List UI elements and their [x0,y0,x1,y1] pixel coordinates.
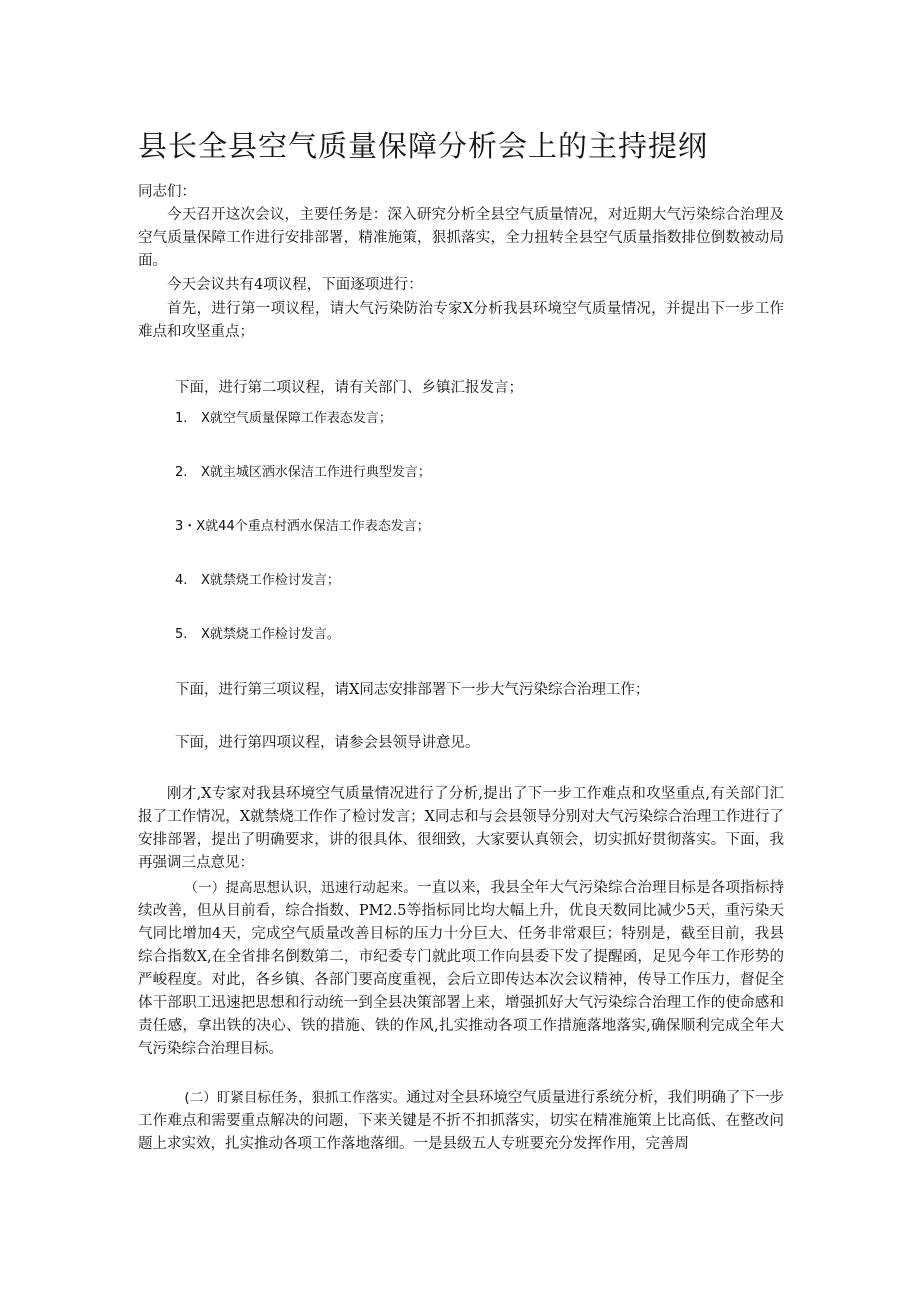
point-two-heading: (二）盯紧目标任务，狠抓工作落实。 [184,1090,407,1106]
agenda-item-three: 下面，进行第三项议程，请X同志安排部署下一步大气污染综合治理工作； [175,682,650,698]
speaker-item [175,571,340,591]
agenda-item-one: 首先，进行第一项议程，请大气污染防治专家X分析我县环境空气质量情况，并提出下一步工作难点和攻坚重点； [138,301,784,340]
speaker-number: 2. [175,465,188,480]
agenda-item-two: 下面，进行第二项议程，请有关部门、乡镇汇报发言； [175,380,523,396]
speaker-item [175,409,392,429]
speaker-text: X就禁烧工作检讨发言。 [201,627,340,642]
speaker-item [175,517,430,537]
speaker-text: X就空气质量保障工作表态发言； [201,411,392,426]
salutation: 同志们： [138,184,196,200]
intro-paragraph: 今天召开这次会议，主要任务是：深入研究分析全县空气质量情况，对近期大气污染综合治理及空气质量保障工作进行安排部署，精准施策，狠抓落实，全力扭转全县空气质量指数排位倒数被动局面。 [138,207,784,269]
point-two-body: 通过对全县环境空气质量进行系统分析，我们明确了下一步工作难点和需要重点解决的问题，下来关键是不折不扣抓落实，切实在精准施策上比高低、在整改问题上求实效，扎实推动各项工作落地落细。一是县级五人专班要充分发挥作用，完善周 [138,1090,784,1152]
speaker-text: X就44个重点村洒水保洁工作表态发言； [196,519,430,534]
agenda-count: 今天会议共有4项议程，下面逐项进行： [167,277,423,293]
speaker-number: 1. [175,411,188,426]
point-one-body: 一直以来，我县全年大气污染综合治理目标是各项指标持续改善，但从目前看，综合指数、PM2.5等指标同比均大幅上升，优良天数同比减少5天，重污染天气同比增加4天，完成空气质量改善目标的压力十分巨大、任务非常艰巨；特别是，截至目前，我县综合指数X,在全省排名倒数第二，市纪委专门就此项工作向县委下发了提醒函，足见今年工作形势的严峻程度。对此，各乡镇、各部门要高度重视，会后立即传达本次会议精神，传导工作压力，督促全体干部职工迅速把思想和行动统一到全县决策部署上来，增强抓好大气污染综合治理工作的使命感和责任感，拿出铁的决心、铁的措施、铁的作风,扎实推动各项工作措施落地落实,确保顺利完成全年大气污染综合治理目标。 [138,880,784,1057]
speaker-text: X就主城区洒水保洁工作进行典型发言； [201,465,431,480]
point-two-paragraph [138,1087,784,1156]
speaker-item [175,463,431,483]
document-title: 县长全县空气质量保障分析会上的主持提纲 [138,129,709,163]
summary-paragraph: 刚才,X专家对我县环境空气质量情况进行了分析,提出了下一步工作难点和攻坚重点,有关部门汇报了工作情况，X就禁烧工作作了检讨发言；X同志和与会县领导分别对大气污染综合治理工作进行了安排部署，提出了明确要求，讲的很具体、很细致，大家要认真领会，切实抓好贯彻落实。下面，我再强调三点意见： [138,786,784,871]
speaker-number: 5. [175,627,188,642]
speaker-item [175,625,340,645]
speaker-text: X就禁烧工作检讨发言； [201,573,340,588]
speaker-number: 4. [175,573,188,588]
point-one-heading: （一）提高思想认识，迅速行动起来。 [184,880,418,896]
point-one-paragraph [138,877,784,1061]
speaker-number: 3・ [175,519,197,534]
agenda-item-four: 下面，进行第四项议程，请参会县领导讲意见。 [175,735,480,751]
